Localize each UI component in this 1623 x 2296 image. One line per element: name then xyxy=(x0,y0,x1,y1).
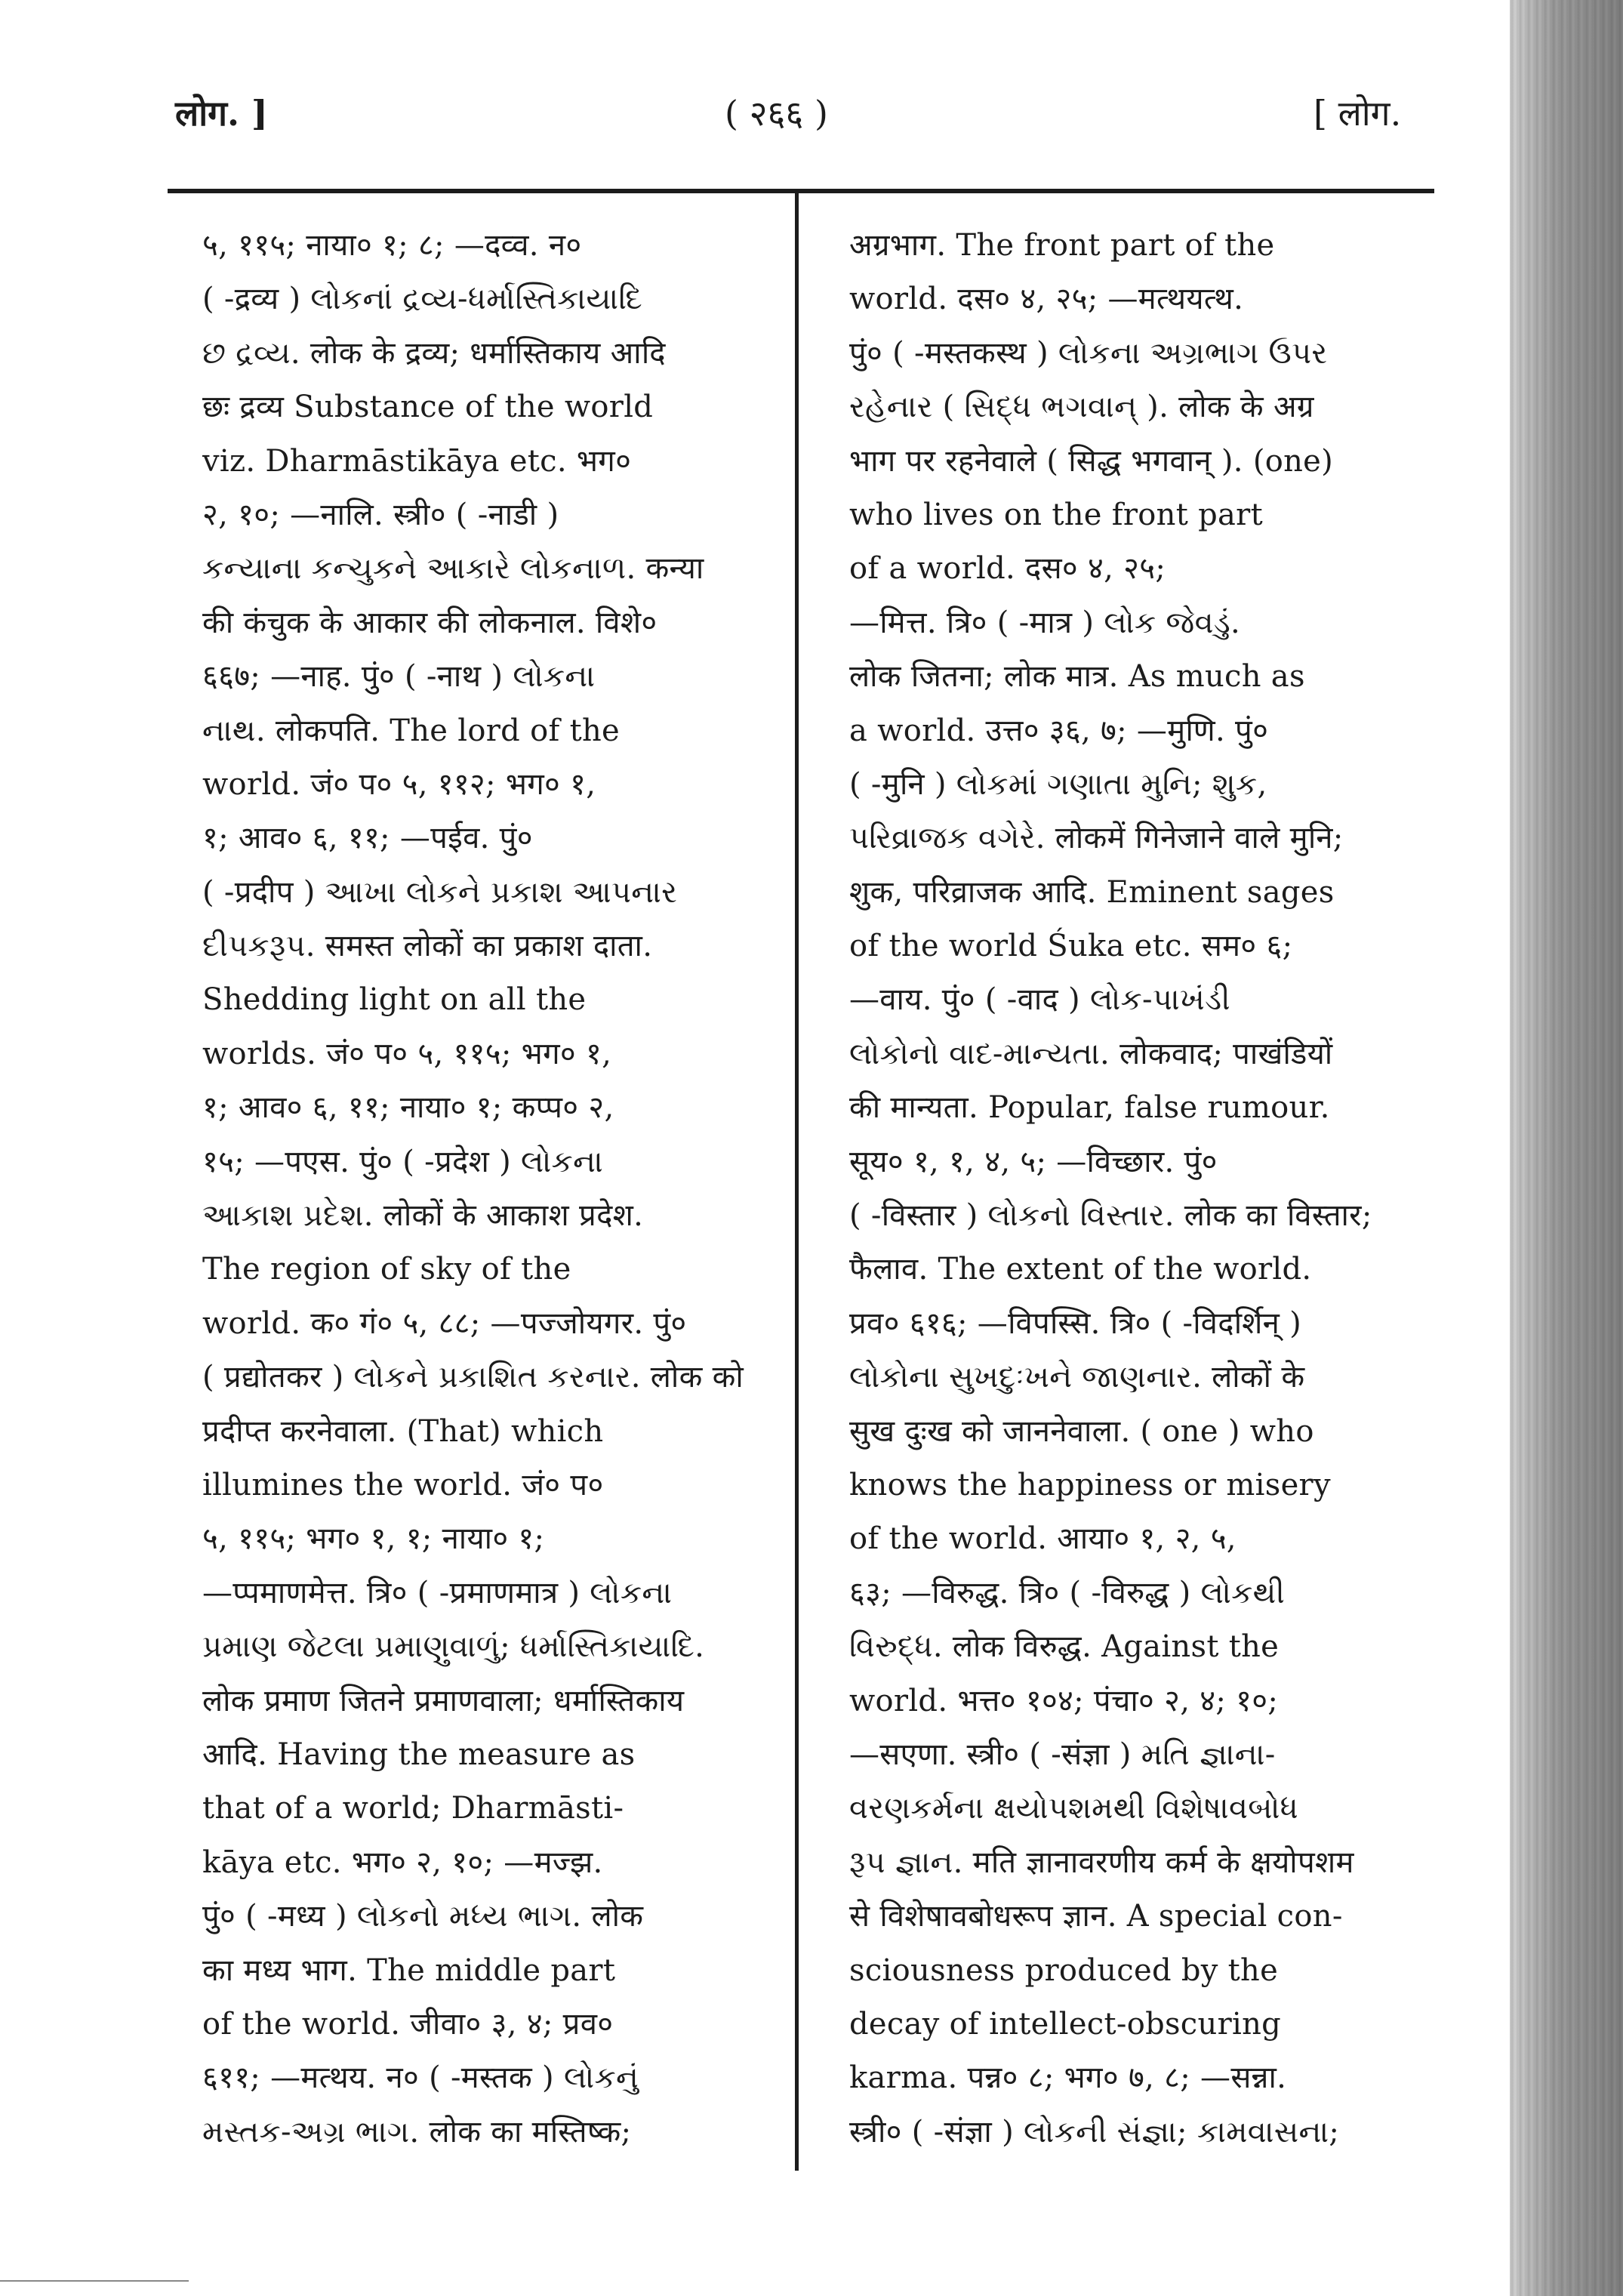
text-line: स्त्री० ( -संज्ञा ) લોકની સંજ્ઞા; કામવાસના; xyxy=(849,2114,1340,2150)
text-line: ( -द्रव्य ) લોકનાં દ્રવ્ય-ધર્માસ્તિકાયાદિ xyxy=(202,282,643,317)
text-line: ५, ११५; नाया० १; ८; —दव्व. न० xyxy=(202,228,582,263)
text-line: का मध्य भाग. The middle part xyxy=(202,1952,616,1988)
text-line: पुं० ( -मध्य ) લોકનો મધ્ય ભાગ. लोक xyxy=(202,1899,644,1934)
text-line: કન્યાના કન્ચુકને આકારે લોકનાળ. कन्या xyxy=(202,551,704,587)
text-line: sciousness produced by the xyxy=(849,1952,1279,1988)
text-line: પ્રમાણ જેટલા પ્રમાણુવાળું; ધર્માસ્તિકાયાદિ. xyxy=(202,1629,705,1665)
text-line: से विशेषावबोधरूप ज्ञान. A special con- xyxy=(849,1899,1343,1934)
text-line: worlds. जं० प० ५, ११५; भग० १, xyxy=(202,1036,612,1071)
text-line: લોકોના સુખદુઃખને જાણનાર. लोकों के xyxy=(849,1360,1305,1395)
text-line: world. भत्त० १०४; पंचा० २, ४; १०; xyxy=(849,1683,1279,1718)
text-line: १; आव० ६, ११; —पईव. पुं० xyxy=(202,821,533,856)
text-line: પરિવ્રાજક વગેરે. लोकमें गिनेजाने वाले मुनि; xyxy=(849,821,1344,856)
text-line: of the world. जीवा० ३, ४; प्रव० xyxy=(202,2006,614,2042)
text-line: की कंचुक के आकार की लोकनाल. विशे० xyxy=(202,605,658,640)
text-line: decay of intellect-obscuring xyxy=(849,2006,1282,2042)
text-line: २, १०; —नालि. स्त्री० ( -नाडी ) xyxy=(202,497,559,532)
text-line: शुक, परिव्राजक आदि. Eminent sages xyxy=(849,874,1335,910)
text-line: सुख दुःख को जाननेवाला. ( one ) who xyxy=(849,1413,1314,1449)
header-rule xyxy=(168,189,1434,193)
text-line: that of a world; Dharmāsti- xyxy=(202,1791,624,1826)
text-line: illumines the world. जं० प० xyxy=(202,1467,604,1502)
text-line: भाग पर रहनेवाले ( सिद्ध भगवान् ). (one) xyxy=(849,443,1334,479)
text-line: ६६७; —नाह. पुं० ( -नाथ ) લોકના xyxy=(202,659,596,695)
text-line: world. दस० ४, २५; —मत्थयत्थ. xyxy=(849,282,1244,317)
text-line: of a world. दस० ४, २५; xyxy=(849,551,1166,587)
text-line: ( -विस्तार ) લોકનો વિસ્તાર. लोक का विस्तार; xyxy=(849,1198,1372,1234)
text-line: નાથ. लोकपति. The lord of the xyxy=(202,713,620,748)
text-line: world. क० गं० ५, ८८; —पज्जोयगर. पुं० xyxy=(202,1305,687,1341)
page-edge-shadow xyxy=(1510,0,1623,2296)
text-line: The region of sky of the xyxy=(202,1252,571,1287)
text-line: મસ્તક-અગ્ર ભાગ. लोक का मस्तिष्क; xyxy=(202,2114,632,2150)
text-line: viz. Dharmāstikāya etc. भग० xyxy=(202,443,632,479)
scan-edge-mark xyxy=(0,2280,189,2282)
text-line: फैलाव. The extent of the world. xyxy=(849,1252,1312,1287)
text-line: प्रदीप्त करनेवाला. (That) which xyxy=(202,1413,604,1449)
text-line: of the world Śuka etc. सम० ६; xyxy=(849,929,1293,964)
text-line: —वाय. पुं० ( -वाद ) લોક-પાખંડી xyxy=(849,982,1230,1018)
running-head-left: लोग. ] xyxy=(175,93,268,134)
text-line: की मान्यता. Popular, false rumour. xyxy=(849,1090,1330,1126)
text-line: आदि. Having the measure as xyxy=(202,1737,636,1772)
text-line: लोक जितना; लोक मात्र. As much as xyxy=(849,659,1305,695)
text-line: लोक प्रमाण जितने प्रमाणवाला; धर्मास्तिकाय xyxy=(202,1683,685,1718)
column-divider xyxy=(795,193,799,2171)
left-column xyxy=(202,219,776,2159)
text-line: १५; —पएस. पुं० ( -प्रदेश ) લોકના xyxy=(202,1144,603,1179)
text-line: છ દ્રવ્ય. लोक के द्रव्य; धर्मास्तिकाय आदि xyxy=(202,335,666,371)
text-line: —मित्त. त्रि० ( -मात्र ) લોક જેવડું. xyxy=(849,605,1241,640)
text-line: १; आव० ६, ११; नाया० १; कप्प० २, xyxy=(202,1090,614,1126)
text-line: રહેનાર ( સિદ્ધ ભગવાન્ ). लोक के अग्र xyxy=(849,390,1314,425)
text-line: Shedding light on all the xyxy=(202,982,587,1018)
text-line: —प्पमाणमेत्त. त्रि० ( -प्रमाणमात्र ) લોકના xyxy=(202,1575,673,1610)
text-line: —सएणा. स्त्री० ( -संज्ञा ) મતિ જ્ઞાના- xyxy=(849,1737,1276,1772)
text-line: who lives on the front part xyxy=(849,497,1263,532)
text-line: ५, ११५; भग० १, १; नाया० १; xyxy=(202,1521,545,1557)
text-line: kāya etc. भग० २, १०; —मज्झ. xyxy=(202,1845,603,1880)
text-line: ६११; —मत्थय. न० ( -मस्तक ) લોકનું xyxy=(202,2060,639,2096)
text-line: વિરુદ્ધ. लोक विरुद्ध. Against the xyxy=(849,1629,1280,1665)
page-number: ( २६६ ) xyxy=(725,93,828,134)
text-line: લોકોનો વાદ-માન્યતા. लोकवाद; पाखंडियों xyxy=(849,1036,1333,1071)
text-line: આકાશ પ્રદેશ. लोकों के आकाश प्रदेश. xyxy=(202,1198,644,1234)
text-line: of the world. आया० १, २, ५, xyxy=(849,1521,1236,1557)
text-line: ६३; —विरुद्ध. त्रि० ( -विरुद्ध ) લોકથી xyxy=(849,1575,1286,1610)
text-line: ( -मुनि ) લોકમાં ગણાતા મુનિ; શુક, xyxy=(849,766,1267,802)
running-head-right: [ लोग. xyxy=(1313,93,1402,134)
text-line: ( -प्रदीप ) આખા લોકને પ્રકાશ આપનાર xyxy=(202,874,678,910)
text-line: રૂપ જ્ઞાન. मति ज्ञानावरणीय कर्म के क्षयोपशम xyxy=(849,1845,1354,1880)
text-line: अग्रभाग. The front part of the xyxy=(849,228,1275,263)
text-line: a world. उत्त० ३६, ७; —मुणि. पुं० xyxy=(849,713,1269,748)
text-line: વરણકર્મના ક્ષયોપશમથી વિશેષાવબોધ xyxy=(849,1791,1298,1826)
text-line: पुं० ( -मस्तकस्थ ) લોકના અગ્રભાગ ઉપર xyxy=(849,335,1328,371)
text-line: प्रव० ६१६; —विपस्सि. त्रि० ( -विदर्शिन् ) xyxy=(849,1305,1302,1341)
right-column xyxy=(849,219,1423,2159)
text-line: छः द्रव्य Substance of the world xyxy=(202,390,654,425)
text-line: knows the happiness or misery xyxy=(849,1467,1331,1502)
text-line: ( प्रद्योतकर ) લોકને પ્રકાશિત કરનાર. लोक को xyxy=(202,1360,744,1395)
text-line: world. जं० प० ५, ११२; भग० १, xyxy=(202,766,596,802)
text-line: દીપકરૂપ. समस्त लोकों का प्रकाश दाता. xyxy=(202,929,653,964)
text-line: सूय० १, १, ४, ५; —विच्छार. पुं० xyxy=(849,1144,1218,1179)
text-line: karma. पन्न० ८; भग० ७, ८; —सन्ना. xyxy=(849,2060,1287,2096)
